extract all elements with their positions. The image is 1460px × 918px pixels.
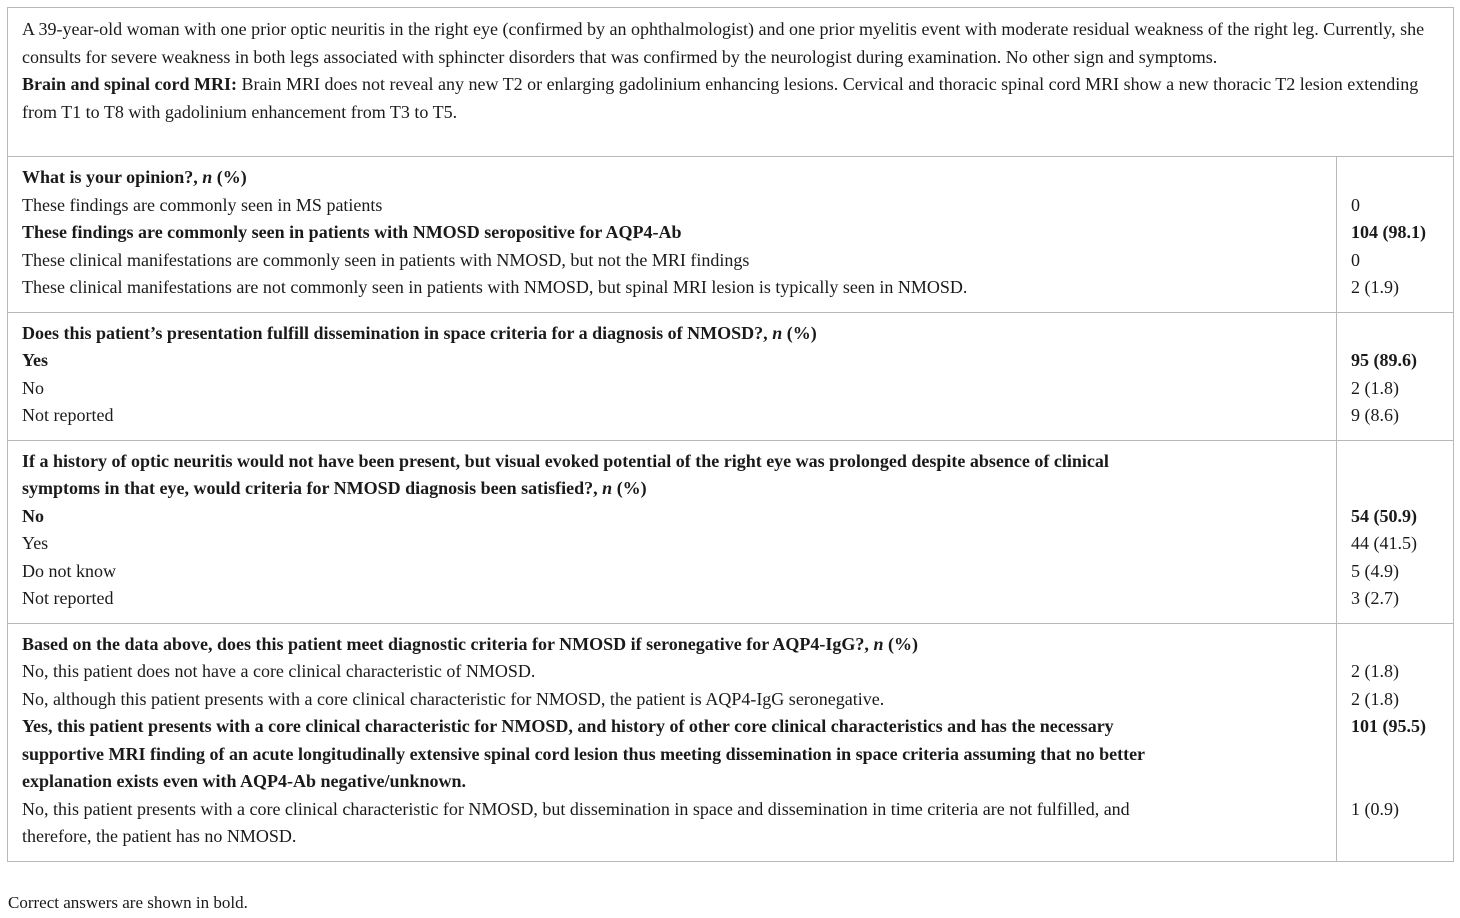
- answer-count: 2 (1.8): [1351, 377, 1399, 398]
- answer-option: These clinical manifestations are commonly seen in patients with NMOSD, but not the MRI findings: [22, 249, 750, 270]
- question-text: What is your opinion?, n (%): [22, 167, 247, 187]
- percent-label: (%): [782, 322, 817, 343]
- question-row: [8, 440, 1454, 623]
- answer-option: Yes: [22, 533, 49, 553]
- question-text: Based on the data above, does this patient meet diagnostic criteria for NMOSD if seronegative for AQP4-IgG?, n (%): [22, 633, 918, 654]
- answer-option: These findings are commonly seen in MS patients: [22, 194, 383, 215]
- answer-option: Not reported: [22, 405, 114, 425]
- question-cell: [8, 157, 1337, 313]
- vignette-text: A 39-year-old woman with one prior optic neuritis in the right eye (confirmed by an ophthalmologist) and one prior myelitis event with moderate residual weakness of the right leg. Currently, she consults for severe weakness in both legs associated with sphincter disorders that was confirmed by the neurologist during examination. No other sign and symptoms.: [22, 19, 1425, 67]
- question-cell: [8, 312, 1337, 440]
- answer-option: therefore, the patient has no NMOSD.: [22, 826, 297, 846]
- value-cell: [1337, 157, 1454, 313]
- n-symbol: n: [602, 478, 613, 498]
- vignette-row: [8, 8, 1454, 157]
- answer-option: Not reported: [22, 588, 114, 608]
- answer-count: 2 (1.9): [1351, 277, 1399, 297]
- answer-count: 0: [1351, 249, 1360, 270]
- value-cell: [1337, 623, 1454, 861]
- answer-count: 9 (8.6): [1351, 405, 1399, 425]
- answer-count: 95 (89.6): [1351, 350, 1417, 370]
- question-cell: [8, 623, 1337, 861]
- answer-count: 44 (41.5): [1351, 533, 1417, 553]
- question-row: [8, 312, 1454, 440]
- answer-option: No, this patient presents with a core clinical characteristic for NMOSD, but dissemination in space and dissemination in time criteria are not fulfilled, and: [22, 798, 1130, 819]
- answer-count: 101 (95.5): [1351, 716, 1426, 736]
- answer-option: Do not know: [22, 560, 116, 581]
- answer-option: These clinical manifestations are not commonly seen in patients with NMOSD, but spinal MRI lesion is typically seen in NMOSD.: [22, 277, 968, 297]
- answer-count: 2 (1.8): [1351, 661, 1399, 681]
- answer-option-correct: Yes: [22, 350, 48, 370]
- answer-option-correct: supportive MRI finding of an acute longitudinally extensive spinal cord lesion thus meeting dissemination in space criteria assuming that no better: [22, 743, 1146, 764]
- mri-paragraph: [22, 71, 1439, 126]
- answer-count: 2 (1.8): [1351, 688, 1399, 709]
- n-symbol: n: [772, 322, 783, 343]
- percent-label: (%): [612, 478, 647, 498]
- question-text: symptoms in that eye, would criteria for NMOSD diagnosis been satisfied?, n (%): [22, 478, 647, 498]
- answer-count: 54 (50.9): [1351, 505, 1417, 526]
- n-symbol: n: [873, 633, 884, 654]
- answer-count: 0: [1351, 194, 1360, 215]
- answer-option: No, this patient does not have a core clinical characteristic of NMOSD.: [22, 661, 536, 681]
- percent-label: (%): [212, 167, 247, 187]
- answer-option: No: [22, 377, 44, 398]
- case-table: [7, 7, 1454, 862]
- mri-label: Brain and spinal cord MRI:: [22, 74, 238, 94]
- answer-option-correct: No: [22, 505, 44, 526]
- footnote: Correct answers are shown in bold.: [8, 893, 248, 912]
- value-cell: [1337, 440, 1454, 623]
- question-cell: [8, 440, 1337, 623]
- percent-label: (%): [883, 633, 918, 654]
- answer-option-correct: explanation exists even with AQP4-Ab negative/unknown.: [22, 771, 467, 791]
- question-text: Does this patient’s presentation fulfill dissemination in space criteria for a diagnosis of NMOSD?, n (%): [22, 322, 817, 343]
- question-row: [8, 623, 1454, 861]
- answer-count: 5 (4.9): [1351, 560, 1399, 581]
- question-row: [8, 157, 1454, 313]
- n-symbol: n: [202, 167, 213, 187]
- question-text: If a history of optic neuritis would not have been present, but visual evoked potential of the right eye was prolonged despite absence of clinical: [22, 450, 1109, 471]
- value-cell: [1337, 312, 1454, 440]
- vignette-cell: [8, 8, 1454, 157]
- answer-count: 1 (0.9): [1351, 798, 1399, 819]
- answer-option-correct: These findings are commonly seen in patients with NMOSD seropositive for AQP4-Ab: [22, 222, 682, 242]
- answer-option-correct: Yes, this patient presents with a core clinical characteristic for NMOSD, and history of other core clinical characteristics and has the necessary: [22, 716, 1114, 736]
- answer-count: 3 (2.7): [1351, 588, 1399, 608]
- mri-text: Brain MRI does not reveal any new T2 or enlarging gadolinium enhancing lesions. Cervical and thoracic spinal cord MRI show a new thoracic T2 lesion extending from T1 to T8 with gadolinium enhancement from T3 to T5.: [22, 74, 1419, 122]
- answer-option: No, although this patient presents with a core clinical characteristic for NMOSD, the patient is AQP4-IgG seronegative.: [22, 688, 885, 709]
- answer-count: 104 (98.1): [1351, 222, 1426, 242]
